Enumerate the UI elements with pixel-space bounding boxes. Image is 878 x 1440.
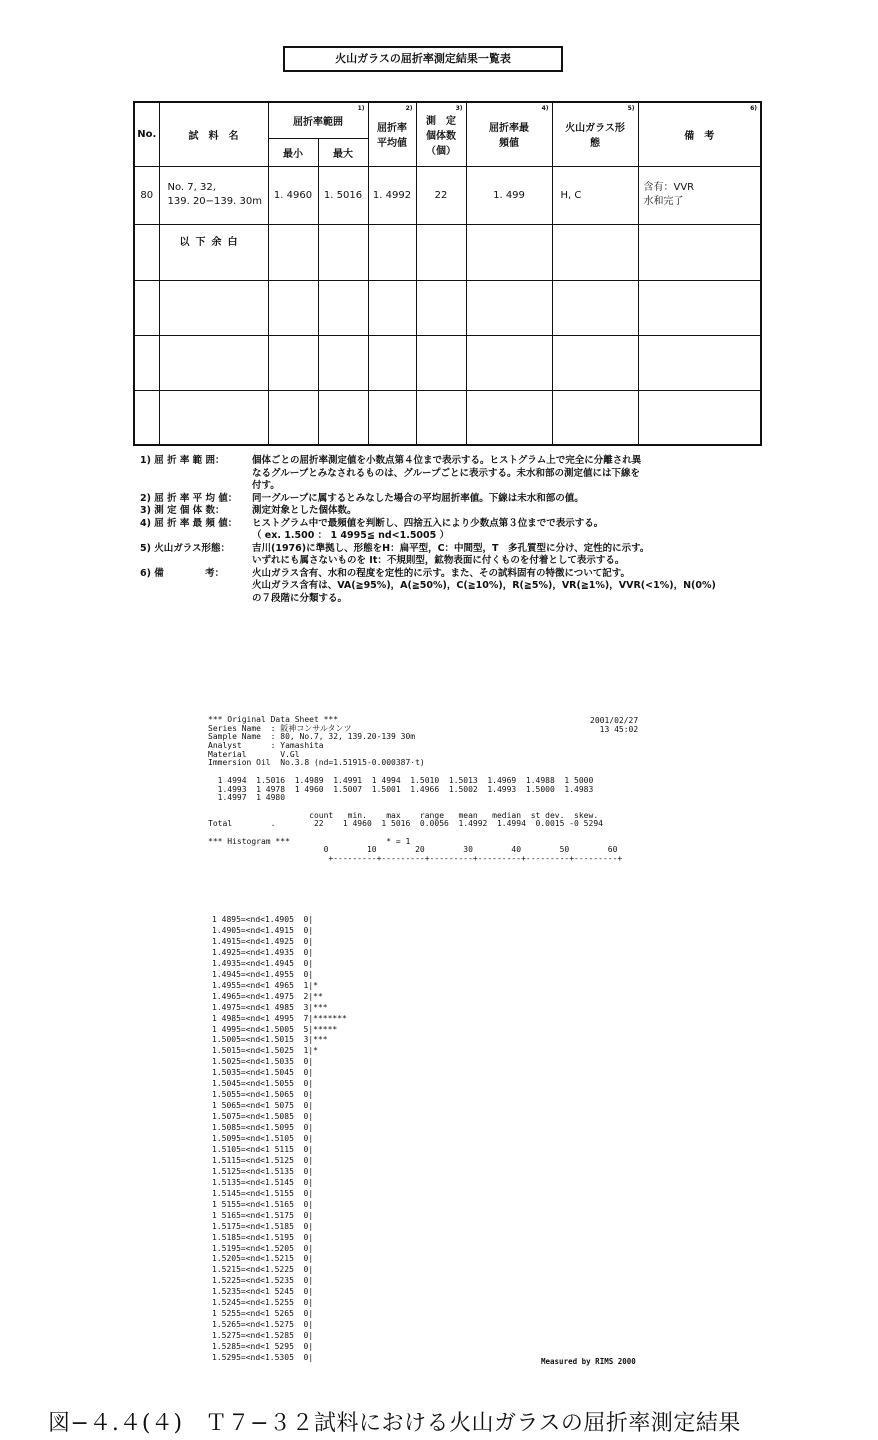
footnote-4 bbox=[140, 518, 780, 543]
footnote-label: 3) 測 定 個 体 数： bbox=[140, 505, 225, 516]
histogram-row: 1.5185=<nd<1.5195 0| bbox=[212, 1232, 314, 1242]
sheet-line: 1 4994 1.5016 1.4989 1.4991 1 4994 1.5010 1.5013 1.4969 1.4988 1 5000 bbox=[208, 775, 594, 785]
sheet-line: 0 10 20 30 40 50 60 bbox=[208, 845, 618, 855]
histogram-row: 1.5055=<nd<1.5065 0| bbox=[212, 1090, 314, 1100]
footnote-label: 4) 屈 折 率 最 頻 値： bbox=[140, 517, 238, 529]
histogram-row: 1.5265=<nd<1.5275 0| bbox=[212, 1320, 314, 1330]
sheet-datetime: 2001/02/27 13 45:02 bbox=[590, 716, 639, 734]
footnote-label: 5) 火山ガラス形態： bbox=[140, 542, 230, 554]
header-remarks: 備 考 6) bbox=[638, 102, 761, 166]
histogram-row: 1.5235=<nd<1 5245 0| bbox=[212, 1287, 314, 1297]
histogram-row: 1.4965=<nd<1.4975 2|** bbox=[212, 991, 323, 1001]
blank-text: 以下余白 bbox=[159, 224, 268, 280]
histogram-row: 1.5075=<nd<1.5085 0| bbox=[212, 1112, 314, 1122]
histogram-row: 1.5205=<nd<1.5215 0| bbox=[212, 1254, 314, 1264]
histogram-row: 1.5135=<nd<1.5145 0| bbox=[212, 1177, 314, 1187]
histogram-row: 1 5065=<nd<1 5075 0| bbox=[212, 1101, 314, 1111]
table-row bbox=[134, 390, 761, 445]
histogram-row: 1.5115=<nd<1.5125 0| bbox=[212, 1155, 314, 1165]
histogram-row: 1.5015=<nd<1.5025 1|* bbox=[212, 1046, 318, 1056]
histogram-row: 1.4905=<nd<1.4915 0| bbox=[212, 925, 314, 935]
table-row bbox=[134, 166, 761, 224]
sheet-line: +---------+---------+---------+---------+---------+---------+ bbox=[208, 854, 623, 863]
header-count: 測 定個体数（個） 3) bbox=[416, 102, 466, 166]
header-glass-form: 火山ガラス形態 5) bbox=[552, 102, 638, 166]
header-mean: 屈折率平均値 2) bbox=[368, 102, 416, 166]
footnote-label: 1) 屈 折 率 範 囲： bbox=[140, 455, 225, 466]
histogram-row: 1.5195=<nd<1.5205 0| bbox=[212, 1243, 314, 1253]
cell-mode: 1. 499 bbox=[466, 166, 552, 224]
histogram-row: 1 5155=<nd<1.5165 0| bbox=[212, 1199, 314, 1209]
header-sample-name: 試 料 名 bbox=[159, 102, 268, 166]
sheet-line: Sample Name : 80, No.7, 32, 139.20-139 30m bbox=[208, 732, 416, 742]
histogram-row: 1.5285=<nd<1 5295 0| bbox=[212, 1342, 314, 1352]
sheet-line: Material V.Gl bbox=[208, 749, 300, 759]
footnote-3 bbox=[140, 505, 780, 518]
sheet-line: *** Original Data Sheet *** bbox=[208, 715, 339, 724]
histogram-row: 1.4935=<nd<1.4945 0| bbox=[212, 958, 314, 968]
histogram-row: 1 4895=<nd<1.4905 0| bbox=[212, 915, 314, 924]
header-mode: 屈折率最頻値 4) bbox=[466, 102, 552, 166]
histogram-row: 1.5275=<nd<1.5285 0| bbox=[212, 1331, 314, 1341]
footnote-text: 吉川(1976)に準拠し、形態をH：扁平型，C：中間型，T 多孔質型に分け、定性的に示す。 いずれにも属さないものを It：不規則型，鉱物表面に付くものを付着として表示する。 bbox=[252, 542, 650, 566]
footnote-label: 2) 屈 折 率 平 均 値： bbox=[140, 492, 238, 504]
table-title: 火山ガラスの屈折率測定結果一覧表 bbox=[283, 46, 563, 72]
histogram-row: 1.4955=<nd<1 4965 1|* bbox=[212, 980, 318, 990]
footnote-2 bbox=[140, 493, 780, 506]
results-table bbox=[133, 101, 762, 446]
cell-no: 80 bbox=[134, 166, 159, 224]
histogram-row: 1 4985=<nd<1 4995 7|******* bbox=[212, 1013, 347, 1023]
footnote-label: 6) 備 考： bbox=[140, 567, 225, 579]
sheet-line: 1.4997 1 4980 bbox=[208, 793, 286, 803]
histogram-row: 1.5095=<nd<1.5105 0| bbox=[212, 1134, 314, 1143]
footnote-text: ヒストグラム中で最頻値を判断し、四捨五入により少数点第３位までで表示する。 （ ex. 1.500 ： 1 4995≦ nd<1.5005 ） bbox=[252, 517, 604, 541]
histogram-row: 1.4975=<nd<1 4985 3|*** bbox=[212, 1002, 328, 1012]
header-min: 最小 bbox=[268, 138, 318, 166]
histogram-row: 1.5175=<nd<1.5185 0| bbox=[212, 1221, 314, 1231]
footnote-text: 個体ごとの屈折率測定値を小数点第４位まで表示する。ヒストグラム上で完全に分離され異 なるグループとみなされるものは、グループごとに表示する。未水和部の測定値には下線を 付す。 bbox=[252, 455, 642, 491]
footnote-1 bbox=[140, 455, 780, 493]
histogram-row: 1 5255=<nd<1 5265 0| bbox=[212, 1309, 314, 1319]
header-range: 屈折率範囲 1) bbox=[268, 102, 368, 138]
cell-max: 1. 5016 bbox=[318, 166, 368, 224]
cell-min: 1. 4960 bbox=[268, 166, 318, 224]
histogram-row: 1 5165=<nd<1.5175 0| bbox=[212, 1210, 314, 1220]
histogram-row: 1.5245=<nd<1.5255 0| bbox=[212, 1298, 314, 1308]
header-no: No. bbox=[134, 102, 159, 166]
sheet-line: Analyst : Yamashita bbox=[208, 741, 324, 751]
cell-count: 22 bbox=[416, 166, 466, 224]
histogram-row: 1.5215=<nd<1.5225 0| bbox=[212, 1265, 314, 1275]
histogram-row: 1 4995=<nd<1.5005 5|***** bbox=[212, 1024, 338, 1034]
histogram-row: 1.5085=<nd<1.5095 0| bbox=[212, 1123, 314, 1133]
table-row bbox=[134, 335, 761, 390]
sheet-line: count min. max range mean median st dev. skew. bbox=[208, 810, 599, 820]
footnote-text: 同一グループに属するとみなした場合の平均屈折率値。下線は未水和部の値。 bbox=[252, 492, 584, 504]
figure-caption: 図−４.４(４) Ｔ７−３２試料における火山ガラスの屈折率測定結果 bbox=[48, 1411, 741, 1436]
footnote-5 bbox=[140, 543, 780, 568]
table-row bbox=[134, 224, 761, 280]
table-row bbox=[134, 280, 761, 335]
histogram-row: 1.4915=<nd<1.4925 0| bbox=[212, 936, 314, 946]
sheet-line: Total . 22 1 4960 1 5016 0.0056 1.4992 1.4994 0.0015 -0 5294 bbox=[208, 819, 603, 829]
histogram-row: 1.5125=<nd<1.5135 0| bbox=[212, 1166, 314, 1176]
cell-mean: 1. 4992 bbox=[368, 166, 416, 224]
histogram-row: 1.5035=<nd<1.5045 0| bbox=[212, 1068, 314, 1078]
histogram-row: 1.5025=<nd<1.5035 0| bbox=[212, 1057, 314, 1067]
histogram-row: 1.4945=<nd<1.4955 0| bbox=[212, 969, 314, 979]
sheet-line: *** Histogram *** * = 1 bbox=[208, 836, 411, 846]
sheet-line: Series Name : 阪神コンサルタンツ bbox=[208, 723, 352, 733]
header-max: 最大 bbox=[318, 138, 368, 166]
measured-by: Measured by RIMS 2000 bbox=[541, 1357, 636, 1366]
histogram-row: 1.5005=<nd<1.5015 3|*** bbox=[212, 1035, 328, 1045]
histogram-row: 1.5295=<nd<1.5305 0| bbox=[212, 1353, 314, 1362]
sheet-line: Immersion Oil No.3.8 (nd=1.51915-0.000387·t) bbox=[208, 758, 425, 768]
histogram-row: 1.5045=<nd<1.5055 0| bbox=[212, 1079, 314, 1089]
footnote-text: 火山ガラス含有、水和の程度を定性的に示す。また、その試料固有の特徴について記す。 火山ガラス含有は、VA(≧95%)，A(≧50%)，C(≧10%)，R(≧5%)，VR(≧1%)，VVR(<1%)，N(0%) の７段階に分類する。 bbox=[252, 567, 716, 604]
histogram-row: 1.4925=<nd<1.4935 0| bbox=[212, 947, 314, 957]
footnotes bbox=[140, 455, 780, 605]
footnote-6 bbox=[140, 568, 780, 606]
sheet-line: 1.4993 1 4978 1 4960 1.5007 1.5001 1.4966 1.5002 1.4993 1.5000 1.4983 bbox=[208, 784, 594, 794]
cell-glass-form: H, C bbox=[552, 166, 638, 224]
cell-remarks: 含有：VVR 水和完了 bbox=[638, 166, 761, 224]
original-data-sheet bbox=[208, 716, 678, 864]
footnote-text: 測定対象とした個体数。 bbox=[252, 505, 357, 516]
histogram-row: 1.5145=<nd<1.5155 0| bbox=[212, 1188, 314, 1198]
histogram-row: 1.5225=<nd<1.5235 0| bbox=[212, 1276, 314, 1286]
cell-sample-name: No. 7, 32, 139. 20−139. 30m bbox=[159, 166, 268, 224]
histogram-row: 1.5105=<nd<1 5115 0| bbox=[212, 1144, 314, 1154]
